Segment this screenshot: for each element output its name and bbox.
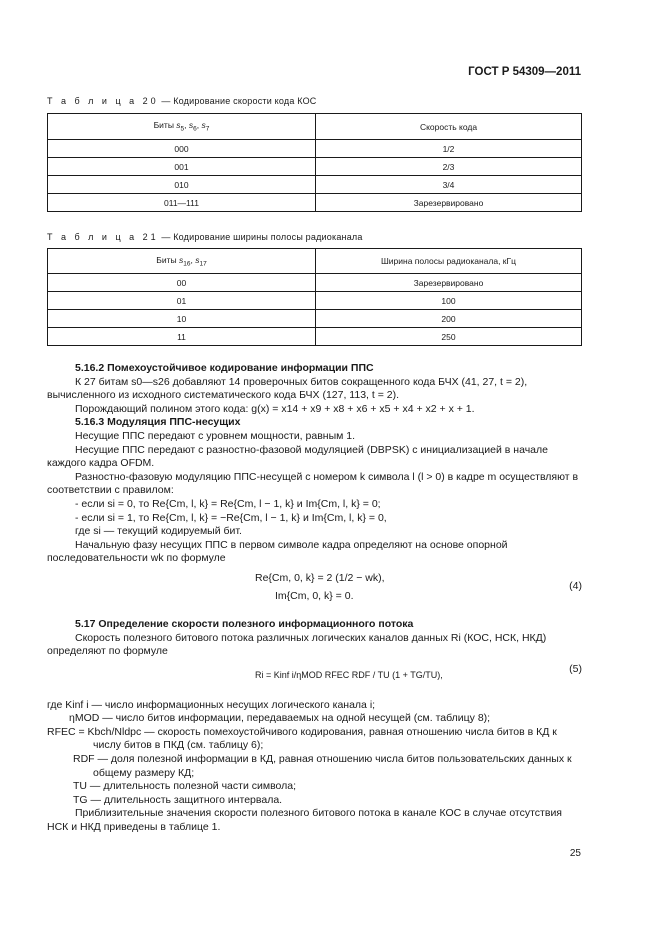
table-row: 000 1/2 xyxy=(48,140,582,158)
paragraph: Разностно-фазовую модуляцию ППС-несущей с номером k символа l (l > 0) в кадре m осуществляют в соответствии с правилом: xyxy=(47,470,579,497)
where-line: где Kinf i — число информационных несущих логического канала i; xyxy=(47,698,376,711)
table-row: 10 200 xyxy=(48,310,582,328)
section-5-16-3-heading: 5.16.3 Модуляция ППС-несущих xyxy=(75,416,241,429)
paragraph: Скорость полезного битового потока различных логических каналов данных Ri (КОС, НСК, НКД) определяют по формуле xyxy=(47,631,547,658)
table-20-col2-header: Скорость кода xyxy=(316,114,582,140)
equation-4-line1: Re{Cm, 0, k} = 2 (1/2 − wk), xyxy=(255,571,385,584)
paragraph: Приблизительные значения скорости полезного битового потока в канале КОС в случае отсутствия НСК и НКД приведены в таблице 1. xyxy=(47,807,562,834)
table-row: 00 Зарезервировано xyxy=(48,274,582,292)
body-text xyxy=(47,362,582,835)
equation-5 xyxy=(47,659,582,699)
table-21-title: — Кодирование ширины полосы радиоканала xyxy=(158,232,363,242)
table-21-col2-header: Ширина полосы радиоканала, кГц xyxy=(316,249,582,274)
where-line: RDF — доля полезной информации в КД, равная отношению числа битов пользовательских данных к общему размеру КД; xyxy=(73,753,572,779)
table-21-caption xyxy=(47,232,363,242)
equation-4-line2: Im{Cm, 0, k} = 0. xyxy=(275,589,354,602)
paragraph: Несущие ППС передают с уровнем мощности, равным 1. xyxy=(75,429,356,442)
table-row: 010 3/4 xyxy=(48,176,582,194)
paragraph: К 27 битам s0—s26 добавляют 14 проверочных битов сокращенного кода БЧХ (41, 27, t = 2), вычисленного из исходного систематического кода БЧХ (127, 113, t = 2). xyxy=(47,375,528,402)
equation-5-number: (5) xyxy=(569,662,582,675)
rule-line: - если si = 1, то Re{Cm, l, k} = −Re{Cm, l − 1, k} и Im{Cm, l, k} = 0, xyxy=(75,511,387,524)
equation-5-body: Ri = Kinf i/ηMOD RFEC RDF / TU (1 + TG/TU), xyxy=(255,669,443,680)
equation-4-number: (4) xyxy=(569,579,582,592)
equation-4 xyxy=(47,566,582,610)
table-row: 001 2/3 xyxy=(48,158,582,176)
where-line: TU — длительность полезной части символа; xyxy=(73,780,297,793)
table-20 xyxy=(47,113,582,212)
page-number: 25 xyxy=(569,848,581,859)
table-21-label: Т а б л и ц а 21 xyxy=(47,232,159,242)
rule-line: - если si = 0, то Re{Cm, l, k} = Re{Cm, l − 1, k} и Im{Cm, l, k} = 0; xyxy=(75,497,381,510)
table-20-label: Т а б л и ц а 20 xyxy=(47,96,159,106)
document-id: ГОСТ Р 54309—2011 xyxy=(468,66,581,78)
table-row: 11 250 xyxy=(48,328,582,346)
paragraph: Несущие ППС передают с разностно-фазовой модуляцией (DBPSK) с инициализацией в начале каждого кадра OFDM. xyxy=(47,443,548,470)
paragraph: Порождающий полином этого кода: g(x) = x14 + x9 + x8 + x6 + x5 + x4 + x2 + x + 1. xyxy=(75,402,475,415)
where-line: ηMOD — число битов информации, передаваемых на одной несущей (см. таблицу 8); xyxy=(69,712,491,725)
table-20-title: — Кодирование скорости кода КОС xyxy=(158,96,317,106)
paragraph: Начальную фазу несущих ППС в первом символе кадра определяют на основе опорной последовательности wk по формуле xyxy=(47,538,508,565)
section-5-16-2-heading: 5.16.2 Помехоустойчивое кодирование информации ППС xyxy=(75,362,374,374)
where-line: RFEC = Kbch/Nldpc — скорость помехоустойчивого кодирования, равная отношению числа битов в КД к числу битов в ПКД (см. таблицу 6); xyxy=(47,725,557,752)
table-21-col1-header: Биты $s_{16}$, $s_{17}$ xyxy=(48,249,316,274)
table-row: 011—111 Зарезервировано xyxy=(48,194,582,212)
section-5-17-heading: 5.17 Определение скорости полезного информационного потока xyxy=(75,617,414,630)
table-20-caption xyxy=(47,96,317,106)
rule-line: где si — текущий кодируемый бит. xyxy=(75,525,242,538)
where-line: TG — длительность защитного интервала. xyxy=(73,793,283,806)
table-20-col1-header: Биты $s_5$, $s_6$, $s_7$ xyxy=(48,114,316,140)
table-21 xyxy=(47,248,582,346)
table-row: 01 100 xyxy=(48,292,582,310)
